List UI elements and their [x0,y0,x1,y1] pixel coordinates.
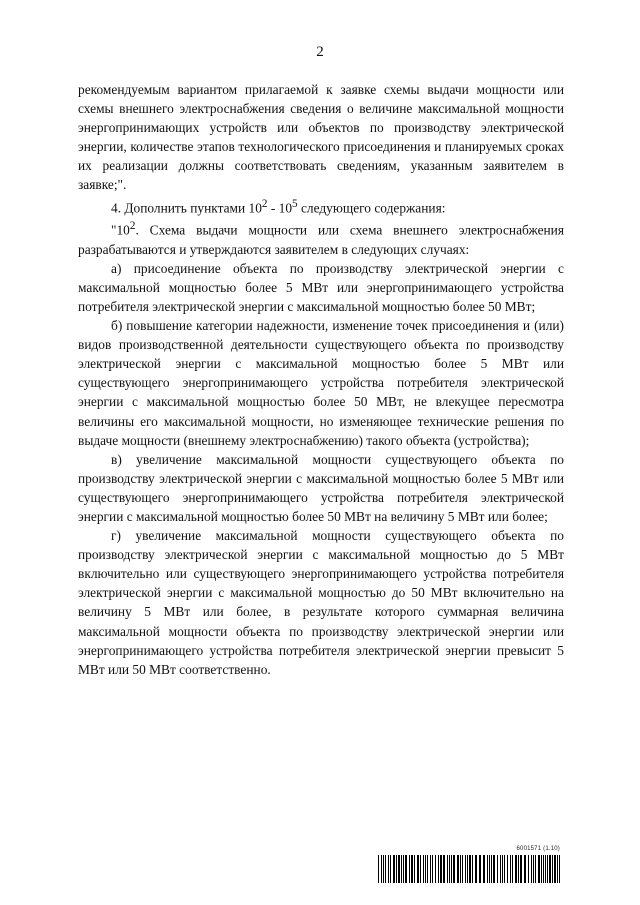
document-body [78,80,564,679]
paragraph-subitem-g: г) увеличение максимальной мощности существующего объекта по производству электрической энергии с максимальной мощностью до 5 МВт включительно или существующего энергопринимающего устройства потребителя электрической энергии с максимальной мощностью до 50 МВт включительно на величину 5 МВт или более, в результате которого суммарная величина максимальной мощности объекта по производству электрической энергии или энергопринимающего устройства потребителя электрической энергии превысит 5 МВт или 50 МВт соответственно. [78,528,564,677]
text-run: . Схема выдачи мощности или схема внешнего электроснабжения разрабатываются и утверждаются заявителем в следующих случаях: [78,222,564,257]
paragraph-item-4 [78,195,564,218]
paragraph-subitem-b: б) повышение категории надежности, изменение точек присоединения и (или) видов производственной деятельности существующего объекта по производству электрической энергии с максимальной мощностью более 5 МВт или существующего энергопринимающего устройства потребителя электрической энергии с максимальной мощностью более 50 МВт, не влекущее пересмотра величины его максимальной мощности, но изменяющее технические решения по выдаче мощности (внешнему электроснабжению) такого объекта (устройства); [78,318,564,448]
barcode-label: 6001571 (1.10) [516,846,560,852]
paragraph-subitem-a: а) присоединение объекта по производству электрической энергии с максимальной мощностью более 5 МВт или энергопринимающего устройства потребителя электрической энергии с максимальной мощностью более 50 МВт; [78,260,564,314]
barcode-block [378,846,562,886]
superscript: 2 [261,197,268,210]
text-run: "10 [111,222,130,238]
superscript: 2 [129,220,136,233]
paragraph-clause-10-2 [78,217,564,259]
page-number: 2 [316,44,324,60]
superscript: 5 [292,197,298,210]
text-run: - 10 [267,200,293,216]
text-run: следующего содержания: [297,200,446,216]
paragraph-subitem-v: в) увеличение максимальной мощности существующего объекта по производству электрической энергии с максимальной мощностью более 5 МВт или существующего энергопринимающего устройства потребителя электрической энергии с максимальной мощностью более 50 МВт на величину 5 МВт или более; [78,451,564,524]
paragraph-continuation: рекомендуемым вариантом прилагаемой к заявке схемы выдачи мощности или схемы внешнего электроснабжения сведения о величине максимальной мощности энергопринимающих устройств или объектов по производству электрической энергии, количестве этапов технологического присоединения и планируемых сроках их реализации должны соответствовать сведениям, указанным заявителем в заявке;". [78,82,564,193]
barcode-icon [378,855,562,883]
text-run: 4. Дополнить пунктами 10 [111,200,262,216]
